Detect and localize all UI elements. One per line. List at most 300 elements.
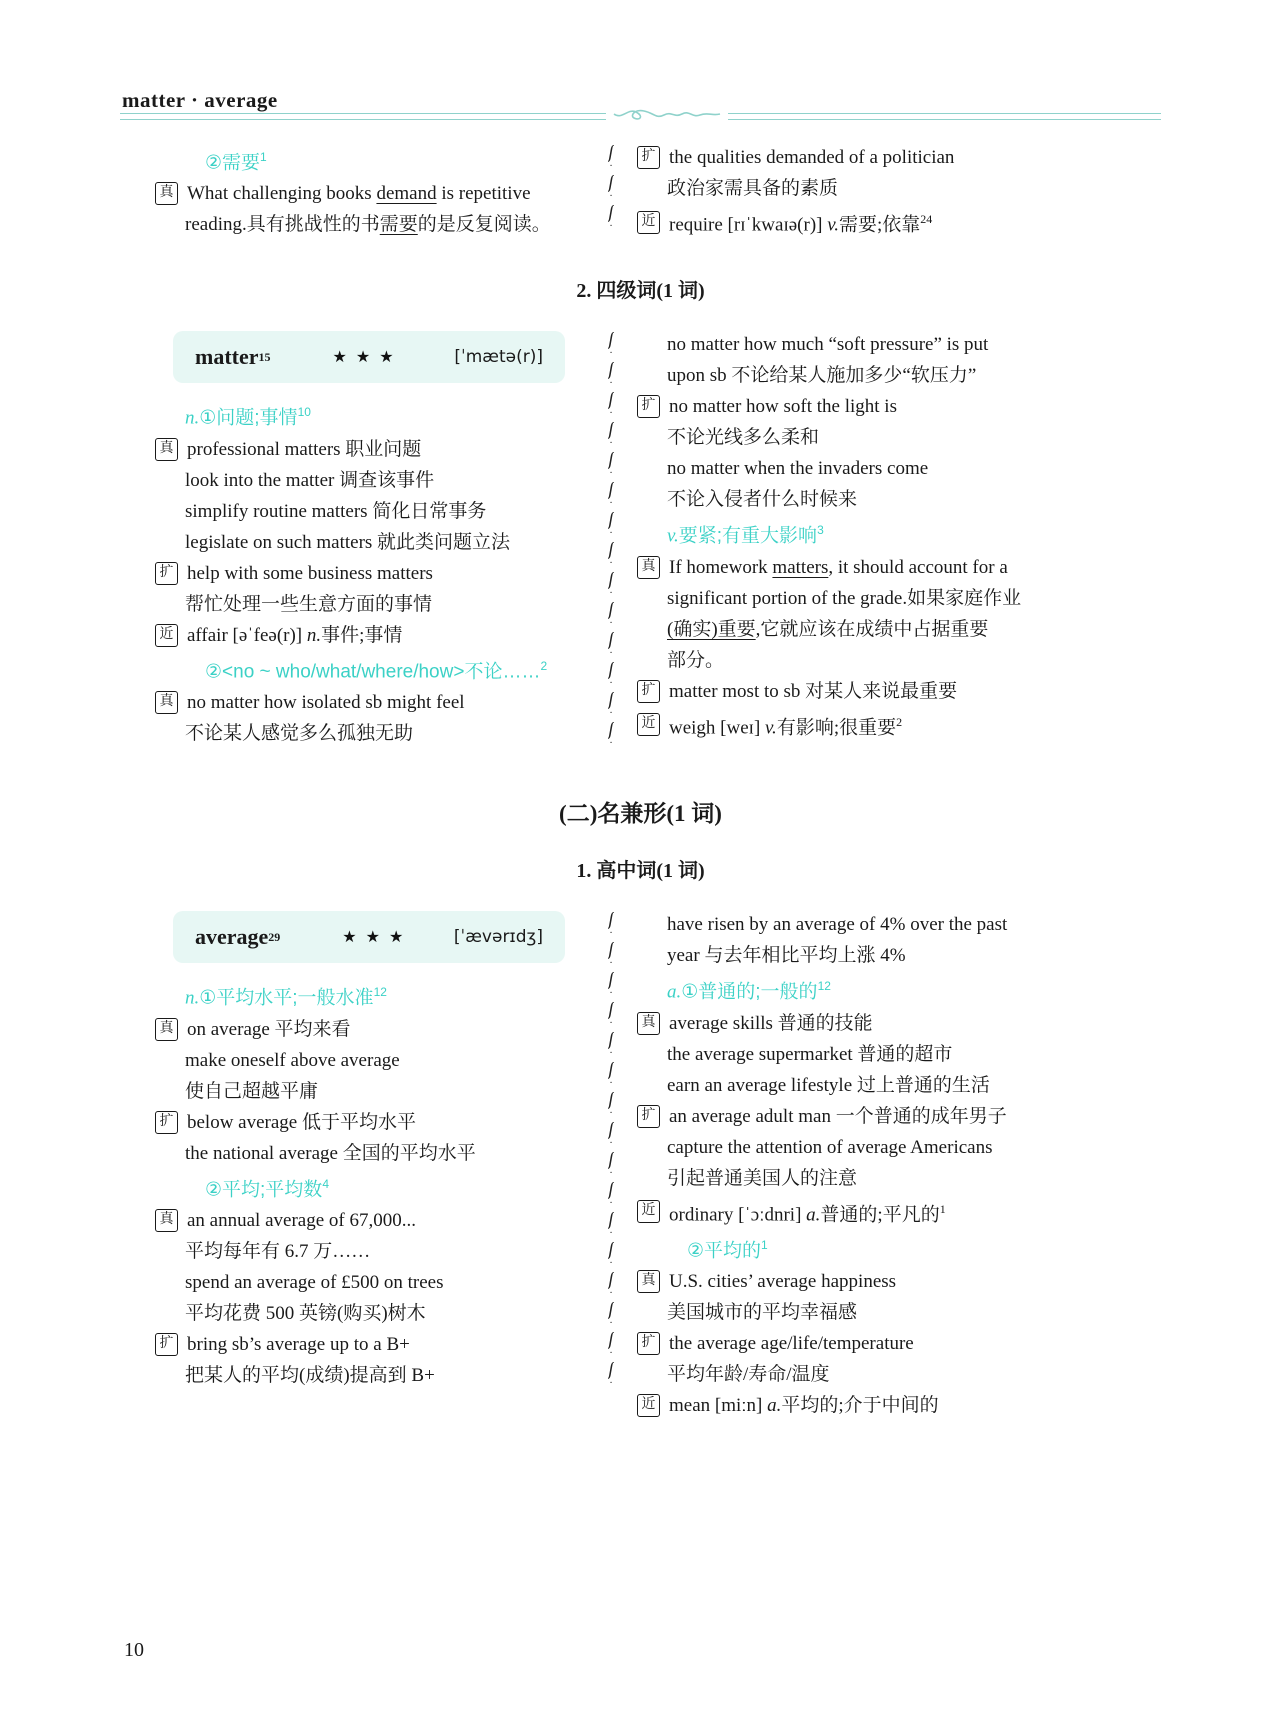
text-segment: ,它就应该在成绩中占据重要	[755, 618, 989, 640]
text-segment: , it should account for a	[828, 556, 1008, 578]
squiggle-curl-glyph: ʃ	[608, 539, 614, 561]
entry-line	[637, 614, 1163, 645]
squiggle-unit	[608, 331, 613, 361]
entry-line	[155, 718, 585, 749]
squiggle-unit	[608, 691, 613, 721]
entry-line	[155, 1236, 585, 1267]
text-segment: professional matters 职业问题	[187, 438, 422, 460]
squiggle-dot-glyph: ·	[609, 678, 613, 690]
line-text	[187, 1205, 585, 1236]
text-segment: (确实)重要	[667, 618, 756, 640]
text-segment: average skills 普通的技能	[669, 1012, 873, 1034]
squiggle-dot-glyph: ·	[609, 161, 613, 172]
entry-line	[155, 1205, 585, 1236]
entry-line	[637, 1390, 1163, 1421]
text-segment: v.	[827, 214, 840, 236]
squiggle-curl-glyph: ʃ	[608, 1029, 614, 1051]
sense-number-superscript: 1	[939, 1201, 946, 1216]
line-text	[187, 178, 585, 209]
text-segment: U.S. cities’ average happiness	[669, 1271, 897, 1293]
text-segment: 把某人的平均(成绩)提高到 B+	[185, 1364, 435, 1386]
sense-number-superscript: 4	[322, 1176, 329, 1191]
star-rating: ★★★	[342, 929, 413, 947]
squiggle-curl-glyph: ʃ	[608, 629, 614, 651]
text-segment: 不论入侵者什么时候来	[667, 489, 858, 511]
text-segment: the national average 全国的平均水平	[185, 1142, 476, 1164]
text-segment: demand	[376, 183, 437, 205]
squiggle-unit	[608, 421, 613, 451]
text-segment: the average age/life/temperature	[669, 1333, 914, 1355]
line-text	[669, 391, 1163, 422]
squiggle-unit	[608, 361, 613, 391]
running-head: matter · average	[122, 88, 278, 112]
squiggle-unit	[608, 1241, 613, 1271]
squiggle-curl-glyph: ʃ	[608, 202, 614, 223]
source-label: 扩	[637, 1105, 660, 1128]
line-text	[187, 620, 585, 651]
line-text	[667, 453, 1163, 484]
entry-average	[155, 909, 1163, 1421]
squiggle-curl-glyph: ʃ	[608, 569, 614, 591]
line-text	[687, 1230, 1163, 1266]
line-text	[669, 1266, 1163, 1297]
source-label: 近	[637, 211, 660, 234]
squiggle-unit	[608, 174, 613, 204]
entry-line	[637, 1328, 1163, 1359]
line-text	[667, 583, 1163, 614]
text-segment: a.	[667, 981, 682, 1003]
line-text	[669, 142, 1163, 173]
squiggle-dot-glyph: ·	[609, 1258, 613, 1270]
line-text	[669, 1194, 1163, 1230]
squiggle-curl-glyph: ʃ	[608, 1269, 614, 1291]
squiggle-dot-glyph: ·	[609, 618, 613, 630]
squiggle-dot-glyph: ·	[609, 1168, 613, 1180]
label-spacer	[637, 178, 658, 199]
squiggle-unit	[608, 1001, 613, 1031]
line-text	[667, 360, 1163, 391]
headword-box-average	[173, 911, 565, 963]
text-segment: 部分。	[667, 649, 725, 671]
line-text	[669, 1328, 1163, 1359]
sense-line	[155, 142, 585, 178]
text-segment: n.	[306, 624, 322, 646]
text-segment: no matter when the invaders come	[667, 458, 929, 480]
squiggle-dot-glyph: ·	[609, 588, 613, 600]
squiggle-curl-glyph: ʃ	[608, 1059, 614, 1081]
squiggle-curl-glyph: ʃ	[608, 359, 614, 381]
squiggle-dot-glyph: ·	[609, 648, 613, 660]
entry-line	[637, 583, 1163, 614]
entry-line	[155, 527, 585, 558]
entry-line	[155, 209, 585, 240]
line-text	[667, 329, 1163, 360]
squiggle-dot-glyph: ·	[609, 528, 613, 540]
left-column	[155, 142, 585, 240]
entry-line	[155, 465, 585, 496]
column-divider-ornament	[608, 142, 613, 240]
source-label: 真	[155, 1018, 178, 1041]
squiggle-unit	[608, 1301, 613, 1331]
text-segment: look into the matter 调查该事件	[185, 469, 435, 491]
text-segment: 事件;事情	[321, 624, 403, 646]
squiggle-curl-glyph: ʃ	[608, 1149, 614, 1171]
text-segment: 引起普通美国人的注意	[667, 1167, 858, 1189]
entry-line	[637, 360, 1163, 391]
text-segment: no matter how soft the light is	[669, 396, 897, 418]
text-segment: affair [əˈfeə(r)]	[187, 624, 307, 646]
squiggle-unit	[608, 631, 613, 661]
headword-frequency-superscript: 29	[268, 929, 281, 944]
entry-line	[637, 1297, 1163, 1328]
label-spacer	[155, 1050, 176, 1071]
squiggle-unit	[608, 511, 613, 541]
squiggle-unit	[608, 941, 613, 971]
text-segment: ①问题;事情	[199, 407, 298, 429]
squiggle-unit	[608, 1121, 613, 1151]
entry-line	[637, 909, 1163, 940]
source-label: 近	[637, 713, 660, 736]
entry-line	[155, 687, 585, 718]
page-number: 10	[124, 1639, 144, 1661]
sense-line	[155, 651, 585, 687]
squiggle-curl-glyph: ʃ	[608, 909, 614, 931]
squiggle-curl-glyph: ʃ	[608, 1299, 614, 1321]
text-segment: earn an average lifestyle 过上普通的生活	[667, 1074, 990, 1096]
label-spacer	[155, 1365, 176, 1386]
text-segment: ordinary [ˈɔːdnri]	[669, 1203, 807, 1225]
text-segment: matter most to sb 对某人来说最重要	[669, 680, 958, 702]
label-spacer	[637, 914, 658, 935]
text-segment: 平均花费 500 英镑(购买)树木	[185, 1302, 426, 1324]
text-segment: 需要;依靠	[839, 214, 921, 236]
text-segment: 使自己超越平庸	[185, 1080, 319, 1102]
line-text	[187, 687, 585, 718]
sense-line	[637, 971, 1163, 1007]
source-label: 扩	[637, 395, 660, 418]
entry-line	[637, 1008, 1163, 1039]
label-spacer	[637, 1302, 658, 1323]
entry-matter	[155, 329, 1163, 751]
text-segment: v.	[667, 525, 679, 547]
squiggle-unit	[608, 1031, 613, 1061]
label-spacer	[637, 427, 658, 448]
text-segment: v.	[765, 716, 777, 738]
squiggle-unit	[608, 601, 613, 631]
label-spacer	[637, 588, 658, 609]
text-segment: 平均每年有 6.7 万……	[185, 1240, 371, 1262]
sense-number-superscript: 10	[297, 405, 311, 420]
sense-number-superscript: 3	[817, 523, 824, 538]
text-segment: 政治家需具备的素质	[667, 178, 839, 199]
text-segment: is repetitive	[436, 183, 531, 205]
squiggle-dot-glyph: ·	[609, 191, 613, 202]
line-text	[185, 589, 585, 620]
text-segment: ①平均水平;一般水准	[199, 987, 374, 1009]
squiggle-unit	[608, 541, 613, 571]
header-rule	[120, 113, 1161, 125]
sense-line	[155, 977, 585, 1013]
text-segment: What challenging books	[187, 183, 377, 205]
label-spacer	[637, 489, 658, 510]
headword-frequency-superscript: 15	[258, 349, 271, 364]
squiggle-curl-glyph: ʃ	[608, 1179, 614, 1201]
entry-line	[637, 1266, 1163, 1297]
text-segment: have risen by an average of 4% over the past	[667, 914, 1008, 936]
line-text	[667, 515, 1163, 551]
source-label: 扩	[637, 1332, 660, 1355]
squiggle-unit	[608, 481, 613, 511]
squiggle-unit	[608, 1211, 613, 1241]
squiggle-unit	[608, 1271, 613, 1301]
text-segment: upon sb 不论给某人施加多少“软压力”	[667, 365, 977, 387]
section-demand-continued	[155, 142, 1163, 240]
source-label: 扩	[637, 146, 660, 169]
entry-line	[155, 1076, 585, 1107]
line-text	[667, 645, 1163, 676]
line-text	[205, 651, 585, 687]
squiggle-curl-glyph: ʃ	[608, 479, 614, 501]
squiggle-dot-glyph: ·	[609, 708, 613, 720]
label-spacer	[637, 945, 658, 966]
text-segment: bring sb’s average up to a B+	[187, 1333, 410, 1355]
squiggle-unit	[608, 1181, 613, 1211]
label-spacer	[637, 365, 658, 386]
squiggle-curl-glyph: ʃ	[608, 969, 614, 991]
entry-line	[637, 422, 1163, 453]
squiggle-unit	[608, 204, 613, 234]
text-segment: help with some business matters	[187, 562, 433, 584]
source-label: 近	[637, 1200, 660, 1223]
squiggle-dot-glyph: ·	[609, 221, 613, 232]
line-text	[205, 1169, 585, 1205]
entry-line	[155, 1107, 585, 1138]
squiggle-curl-glyph: ʃ	[608, 389, 614, 411]
line-text	[185, 1138, 585, 1169]
squiggle-curl-glyph: ʃ	[608, 1239, 614, 1261]
line-text	[187, 1014, 585, 1045]
squiggle-curl-glyph: ʃ	[608, 329, 614, 351]
entry-line	[637, 329, 1163, 360]
column-divider-ornament	[608, 329, 613, 751]
squiggle-dot-glyph: ·	[609, 468, 613, 480]
label-spacer	[155, 501, 176, 522]
text-segment: mean [miːn]	[669, 1395, 768, 1417]
page-content	[0, 138, 1281, 1421]
line-text	[185, 1045, 585, 1076]
line-text	[669, 676, 1163, 707]
entry-line	[637, 707, 1163, 743]
entry-line	[637, 1359, 1163, 1390]
squiggle-curl-glyph: ʃ	[608, 999, 614, 1021]
text-segment: n.	[185, 407, 200, 429]
squiggle-curl-glyph: ʃ	[608, 719, 614, 741]
entry-line	[637, 1101, 1163, 1132]
text-segment: ①普通的;一般的	[681, 981, 818, 1003]
squiggle-dot-glyph: ·	[609, 738, 613, 750]
line-text	[667, 971, 1163, 1007]
sense-number-superscript: 2	[896, 714, 903, 729]
text-segment: If homework	[669, 556, 773, 578]
squiggle-curl-glyph: ʃ	[608, 1329, 614, 1351]
line-text	[669, 552, 1163, 583]
text-segment: on average 平均来看	[187, 1018, 351, 1040]
text-segment: 要紧;有重大影响	[678, 525, 818, 547]
headword: matter	[195, 344, 259, 370]
text-segment: below average 低于平均水平	[187, 1111, 416, 1133]
sense-line	[637, 1230, 1163, 1266]
squiggle-dot-glyph: ·	[609, 1018, 613, 1030]
entry-line	[637, 204, 1163, 240]
entry-line	[637, 1039, 1163, 1070]
line-text	[667, 422, 1163, 453]
entry-line	[155, 620, 585, 651]
sense-number-superscript: 2	[540, 658, 548, 673]
line-text	[669, 204, 1163, 240]
squiggle-unit	[608, 1061, 613, 1091]
squiggle-curl-glyph: ʃ	[608, 1119, 614, 1141]
entry-line	[637, 645, 1163, 676]
label-spacer	[637, 458, 658, 479]
label-spacer	[637, 650, 658, 671]
entry-line	[637, 676, 1163, 707]
line-text	[205, 142, 585, 178]
headword: average	[195, 924, 269, 950]
entry-line	[155, 1298, 585, 1329]
squiggle-curl-glyph: ʃ	[608, 1089, 614, 1111]
entry-line	[637, 940, 1163, 971]
label-spacer	[637, 619, 658, 640]
phonetic-transcription: [ˈmætə(r)]	[454, 347, 543, 368]
text-segment: a.	[806, 1203, 821, 1225]
line-text	[667, 1297, 1163, 1328]
label-spacer	[637, 1075, 658, 1096]
text-segment: weigh [weɪ]	[669, 716, 766, 738]
entry-line	[637, 391, 1163, 422]
text-segment: require [rɪˈkwaɪə(r)]	[669, 214, 828, 236]
sense-number-superscript: 12	[817, 979, 831, 994]
entry-line	[155, 1138, 585, 1169]
right-column	[637, 329, 1163, 743]
column-divider-ornament	[608, 909, 613, 1421]
squiggle-curl-glyph: ʃ	[608, 419, 614, 441]
header-swirl-ornament	[606, 106, 728, 122]
text-segment: spend an average of £500 on trees	[185, 1271, 444, 1293]
squiggle-curl-glyph: ʃ	[608, 1209, 614, 1231]
source-label: 扩	[155, 562, 178, 585]
line-text	[187, 1329, 585, 1360]
text-segment: the qualities demanded of a politician	[669, 147, 955, 168]
text-segment: simplify routine matters 简化日常事务	[185, 500, 487, 522]
line-text	[667, 1359, 1163, 1390]
phonetic-transcription: [ˈævərɪdʒ]	[453, 927, 543, 948]
squiggle-dot-glyph: ·	[609, 1228, 613, 1240]
squiggle-dot-glyph: ·	[609, 988, 613, 1000]
squiggle-dot-glyph: ·	[609, 1048, 613, 1060]
squiggle-unit	[608, 1091, 613, 1121]
line-text	[185, 1236, 585, 1267]
entry-line	[637, 1194, 1163, 1230]
line-text	[187, 558, 585, 589]
sense-number-superscript: 12	[373, 985, 387, 1000]
squiggle-unit	[608, 451, 613, 481]
squiggle-curl-glyph: ʃ	[608, 659, 614, 681]
text-segment: the average supermarket 普通的超市	[667, 1043, 953, 1065]
line-text	[667, 484, 1163, 515]
source-label: 扩	[155, 1333, 178, 1356]
label-spacer	[155, 1241, 176, 1262]
squiggle-dot-glyph: ·	[609, 1318, 613, 1330]
squiggle-dot-glyph: ·	[609, 1348, 613, 1360]
squiggle-unit	[608, 1331, 613, 1361]
source-label: 近	[637, 1394, 660, 1417]
label-spacer	[155, 723, 176, 744]
source-label: 真	[155, 1209, 178, 1232]
entry-line	[155, 434, 585, 465]
squiggle-curl-glyph: ʃ	[608, 449, 614, 471]
entry-line	[155, 589, 585, 620]
line-text	[669, 1101, 1163, 1132]
squiggle-dot-glyph: ·	[609, 1288, 613, 1300]
entry-line	[155, 1360, 585, 1391]
line-text	[185, 397, 585, 433]
text-segment: 不论光线多么柔和	[667, 427, 820, 449]
squiggle-dot-glyph: ·	[609, 438, 613, 450]
text-segment: 需要	[379, 214, 418, 236]
text-segment: ②需要	[205, 152, 261, 174]
line-text	[185, 496, 585, 527]
line-text	[667, 1039, 1163, 1070]
text-segment: ②平均;平均数	[205, 1178, 323, 1200]
line-text	[669, 1390, 1163, 1421]
line-text	[667, 1132, 1163, 1163]
squiggle-unit	[608, 144, 613, 174]
squiggle-dot-glyph: ·	[609, 498, 613, 510]
line-text	[667, 1163, 1163, 1194]
squiggle-curl-glyph: ʃ	[608, 599, 614, 621]
squiggle-unit	[608, 661, 613, 691]
text-segment: 美国城市的平均幸福感	[667, 1302, 858, 1324]
squiggle-unit	[608, 571, 613, 601]
squiggle-unit	[608, 911, 613, 941]
source-label: 扩	[637, 680, 660, 703]
squiggle-dot-glyph: ·	[609, 1198, 613, 1210]
line-text	[185, 1298, 585, 1329]
line-text	[667, 909, 1163, 940]
label-spacer	[637, 1044, 658, 1065]
label-spacer	[637, 1137, 658, 1158]
entry-line	[637, 173, 1163, 204]
squiggle-curl-glyph: ʃ	[608, 939, 614, 961]
label-spacer	[637, 1168, 658, 1189]
label-spacer	[155, 1272, 176, 1293]
line-text	[187, 434, 585, 465]
heading-highschool-words: 1. 高中词(1 词)	[576, 860, 705, 883]
line-text	[669, 1008, 1163, 1039]
squiggle-dot-glyph: ·	[609, 958, 613, 970]
text-segment: 的是反复阅读。	[417, 214, 551, 236]
squiggle-unit	[608, 721, 613, 751]
entry-line	[155, 1014, 585, 1045]
label-spacer	[637, 1364, 658, 1385]
label-spacer	[155, 214, 176, 235]
sense-number-superscript: 1	[260, 150, 267, 164]
squiggle-unit	[608, 1361, 613, 1391]
text-segment: 不论某人感觉多么孤独无助	[185, 722, 414, 744]
line-text	[667, 173, 1163, 204]
squiggle-curl-glyph: ʃ	[608, 172, 614, 193]
left-column	[155, 909, 585, 1391]
